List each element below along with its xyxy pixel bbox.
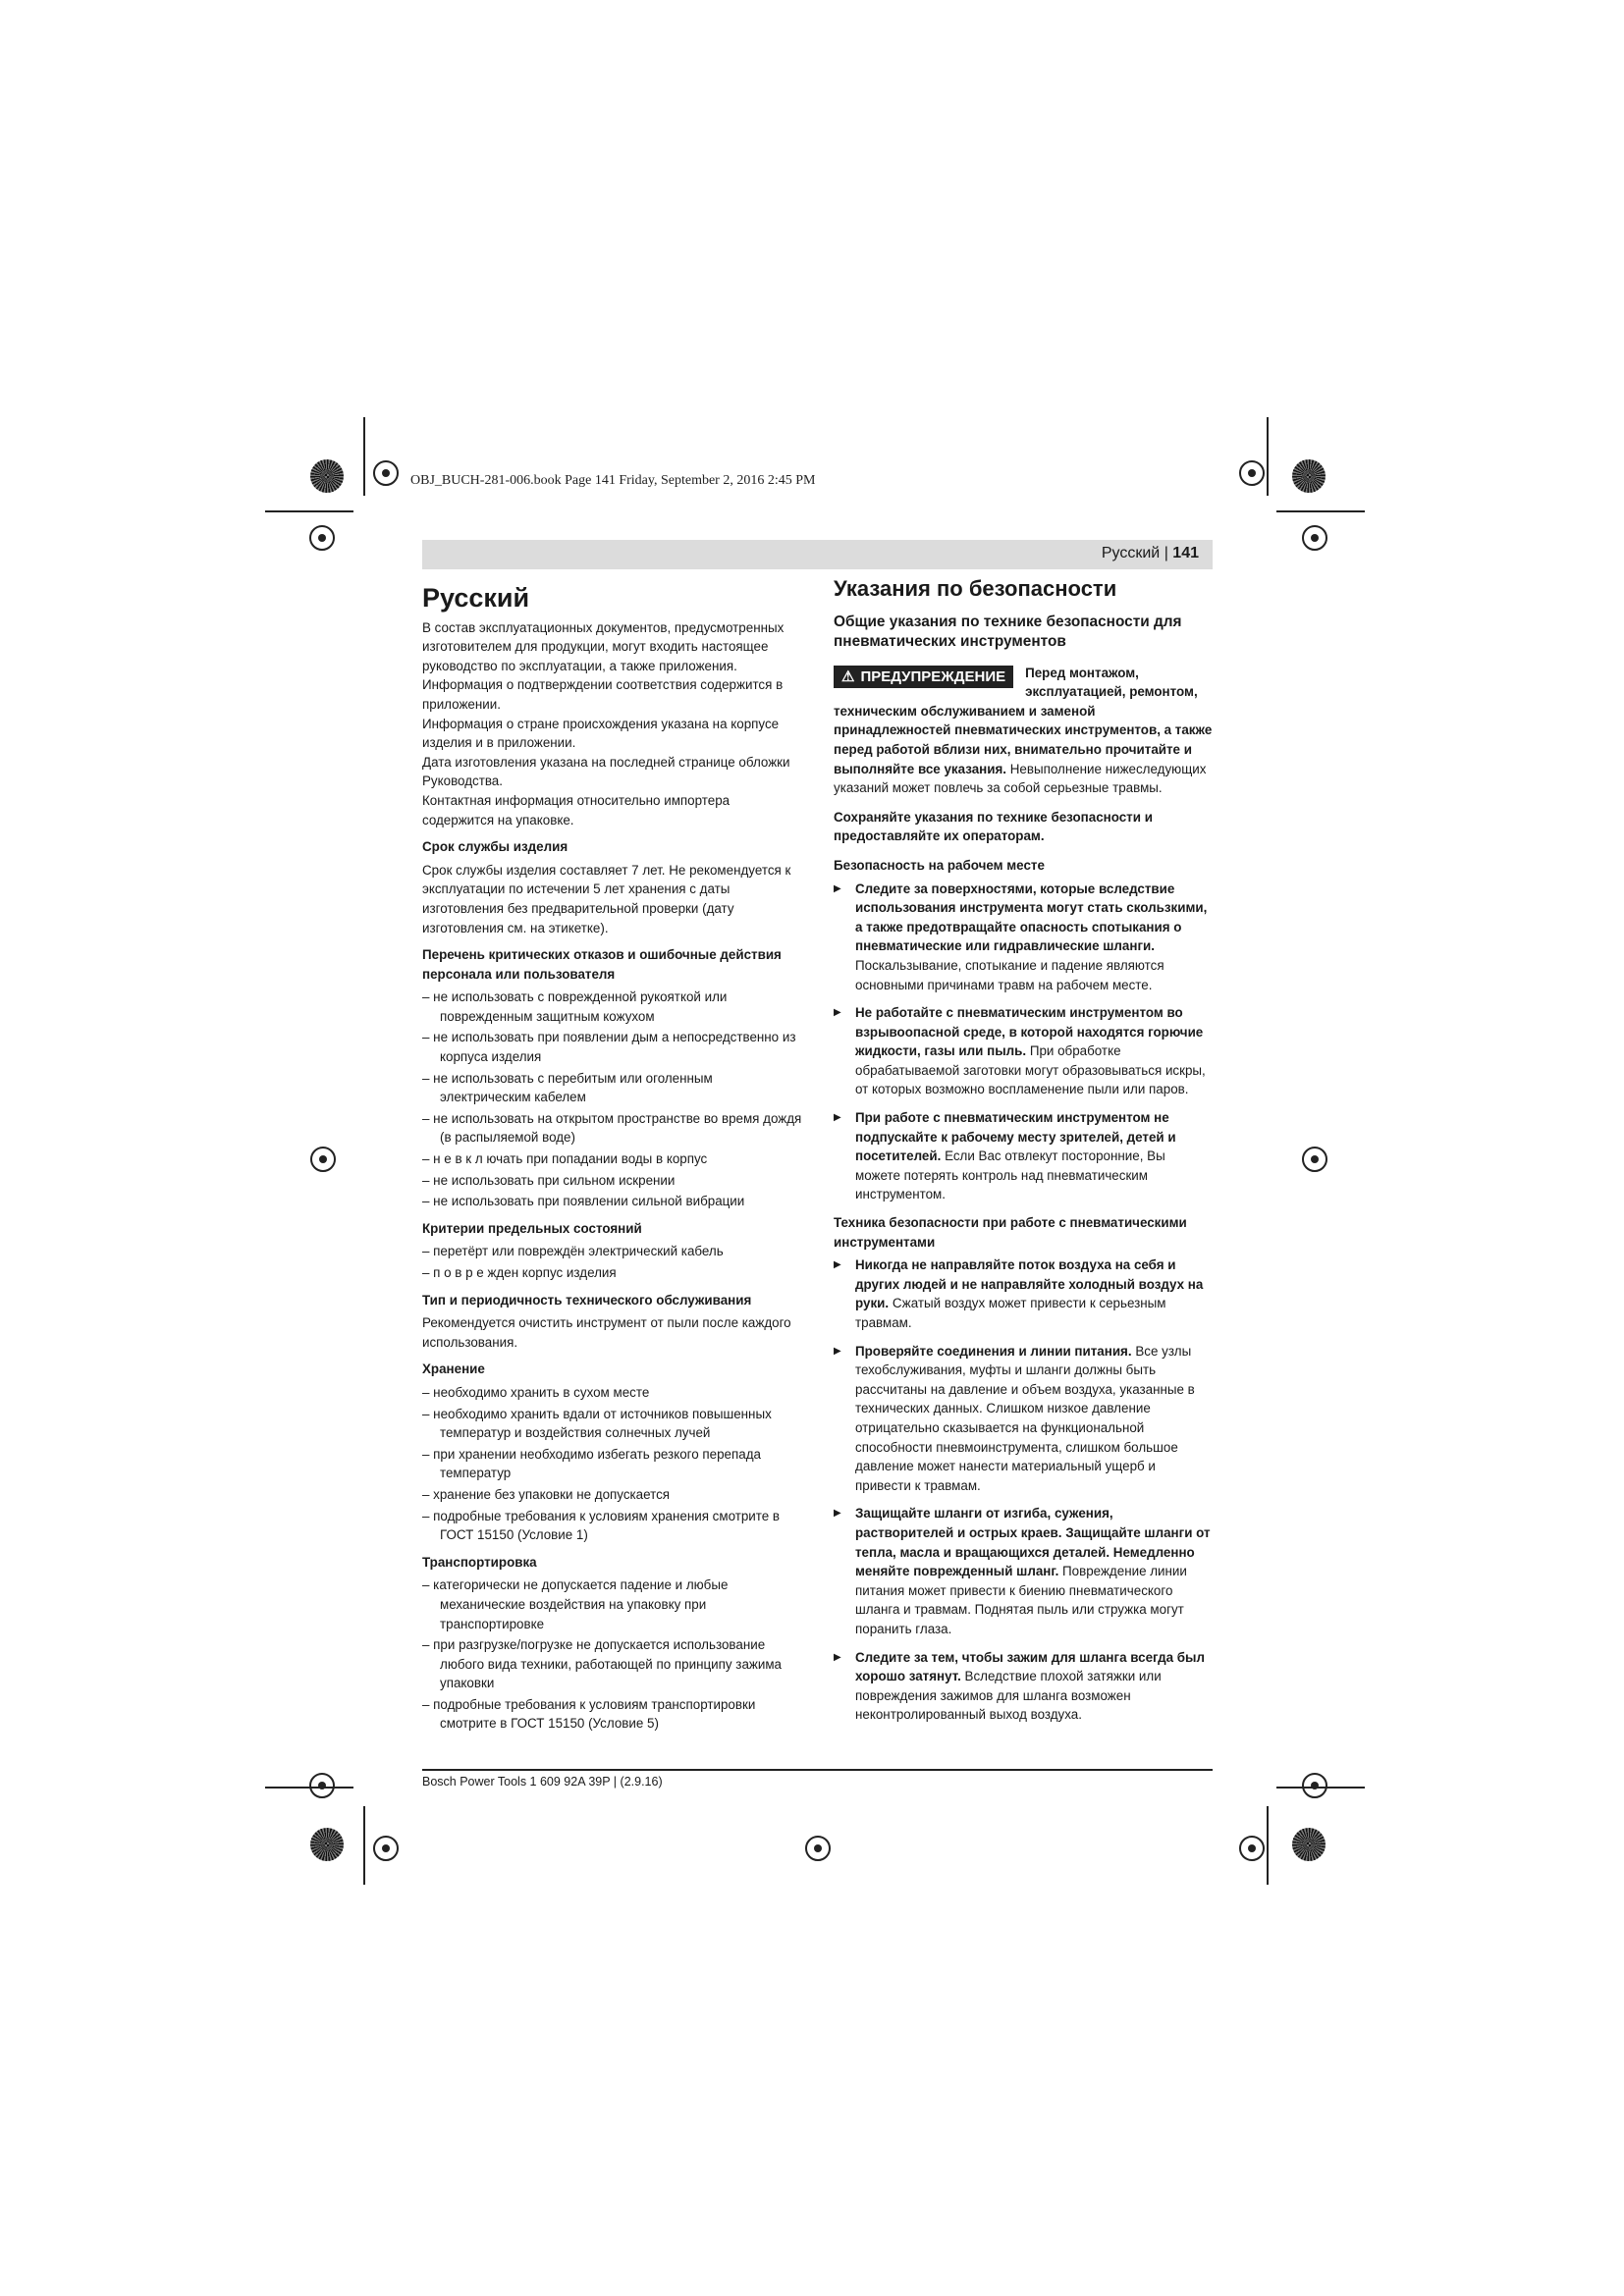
header-separator: | [1160,545,1173,561]
bullet-bold: Никогда не направляйте поток воздуха на себя и других людей и не направляйте холодный воздух на руки. [855,1257,1204,1311]
footer: Bosch Power Tools 1 609 92A 39P | (2.9.16) [422,1775,663,1789]
list-item: – перетёрт или повреждён электрический кабель [422,1244,724,1259]
bullet-text: Все узлы техобслуживания, муфты и шланги должны быть рассчитаны на давление и объем воздуха, указанные в технических данных. Слишком низкое давление отрицательно сказывается на функциональной способности пневмоинструмента, слишком большое давление может нанести материальный ущерб и привести к травмам. [855,1343,1195,1493]
bullet-item [834,1648,1213,1725]
bullet-text: Если Вас отвлекут посторонние, Вы можете потерять контроль над пневматическим инструментом. [855,1148,1165,1202]
list-item: – категорически не допускается падение и любые механические воздействия на упаковку при транспортировке [422,1577,729,1631]
bullet-text: При обработке обрабатываемой заготовки могут образовываться искры, от которых возможно воспламенение пыли или паров. [855,1043,1206,1097]
list-item: – подробные требования к условиям хранения смотрите в ГОСТ 15150 (Условие 1) [422,1508,781,1543]
crop-mark-top-right-v [1267,417,1269,496]
limit-states-heading: Критерии предельных состояний [422,1220,642,1236]
intro-paragraph: Информация о стране происхождения указана на корпусе изделия и в приложении. [422,716,780,751]
crop-mark-bottom-left-v [363,1806,365,1885]
list-item: – не использовать с поврежденной рукояткой или поврежденным защитным кожухом [422,989,728,1024]
safety-title: Указания по безопасности [834,576,1117,601]
bullet-text: Повреждение линии питания может привести к биению пневматического шланга и травмам. Поднятая пыль или стружка могут поранить глаза. [855,1564,1187,1636]
registration-mark [1302,525,1327,551]
warning-label-text: ПРЕДУПРЕЖДЕНИЕ [860,667,1006,685]
running-header [422,540,1213,569]
print-slug: OBJ_BUCH-281-006.book Page 141 Friday, September 2, 2016 2:45 PM [410,473,816,488]
registration-mark [805,1836,831,1861]
color-disc [1292,1828,1326,1861]
registration-mark [1302,1773,1327,1798]
warning-bold-text: Перед монтажом, эксплуатацией, ремонтом, техническим обслуживанием и заменой принадлежностей пневматических инструментов, а также перед работой вблизи них, внимательно прочитайте и выполняйте все указания. [834,665,1213,776]
crop-mark-top-left-h [265,510,353,512]
registration-mark [373,1836,399,1861]
transport-heading: Транспортировка [422,1554,537,1570]
color-disc [310,459,344,493]
warning-block [834,664,1213,798]
storage-heading: Хранение [422,1362,485,1377]
service-life-heading: Срок службы изделия [422,839,568,855]
crop-mark-top-left-v [363,417,365,496]
list-item: – необходимо хранить вдали от источников повышенных температур и воздействия солнечных лучей [422,1406,772,1441]
registration-mark [309,525,335,551]
bullet-item [834,1342,1213,1496]
bullet-bold: Проверяйте соединения и линии питания. [855,1343,1132,1359]
registration-mark [309,1773,335,1798]
list-item: – н е в к л ючать при попадании воды в корпус [422,1151,708,1167]
bullet-text: Вследствие плохой затяжки или повреждения зажимов для шланга возможен неконтролированный выход воздуха. [855,1669,1162,1723]
bullet-text: Поскальзывание, спотыкание и падение являются основными причинами травм на рабочем месте. [855,957,1164,992]
bullet-bold: Следите за поверхностями, которые вследствие использования инструмента могут стать скользкими, а также предотвращайте опасность спотыкания о пневматические или гидравлические шланги. [855,881,1208,954]
crop-mark-top-right-h [1276,510,1365,512]
right-column [834,576,1213,1734]
workplace-heading: Безопасность на рабочем месте [834,857,1045,873]
bullet-item [834,1255,1213,1332]
intro-paragraph: Информация о подтверждении соответствия содержится в приложении. [422,677,784,712]
bullet-text: Сжатый воздух может привести к серьезным травмам. [855,1296,1166,1330]
keep-instructions: Сохраняйте указания по технике безопасности и предоставляйте их операторам. [834,809,1153,844]
safety-subtitle: Общие указания по технике безопасности для пневматических инструментов [834,613,1182,650]
bullet-item [834,880,1213,995]
bullet-bold: Защищайте шланги от изгиба, сужения, растворителей и острых краев. Защищайте шланги от тепла, масла и вращающихся деталей. Немедленно меняйте поврежденный шланг. [855,1506,1211,1579]
left-column [422,583,803,1735]
registration-mark [1239,460,1265,486]
section-title: Русский [422,583,530,613]
warning-label [834,666,1013,689]
header-language: Русский [1101,545,1161,561]
page-number: 141 [1172,545,1199,561]
failures-heading: Перечень критических отказов и ошибочные действия персонала или пользователя [422,947,782,982]
list-item: – п о в р е жден корпус изделия [422,1265,617,1280]
list-item: – подробные требования к условиям транспортировки смотрите в ГОСТ 15150 (Условие 5) [422,1696,756,1732]
registration-mark [310,1147,336,1172]
running-header-text [1102,545,1199,562]
service-life-text: Срок службы изделия составляет 7 лет. Не рекомендуется к эксплуатации по истечении 5 лет хранения с даты изготовления без предварительной проверки (дату изготовления см. на этикетке). [422,862,791,935]
list-item: – хранение без упаковки не допускается [422,1486,671,1502]
list-item: – не использовать при появлении дым а непосредственно из корпуса изделия [422,1030,796,1065]
bullet-item [834,1003,1213,1099]
registration-mark [1239,1836,1265,1861]
registration-mark [1302,1147,1327,1172]
list-item: – не использовать при сильном искрении [422,1172,676,1188]
registration-mark [373,460,399,486]
warning-triangle-icon: ⚠ [841,667,855,685]
bullet-bold: При работе с пневматическим инструментом не подпускайте к рабочему месту зрителей, детей и посетителей. [855,1110,1176,1164]
list-item: – не использовать с перебитым или оголенным электрическим кабелем [422,1070,713,1105]
maintenance-text: Рекомендуется очистить инструмент от пыли после каждого использования. [422,1315,791,1350]
color-disc [310,1828,344,1861]
list-item: – не использовать на открытом пространстве во время дождя (в распыляемой воде) [422,1110,802,1146]
intro-paragraph: Дата изготовления указана на последней странице обложки Руководства. [422,754,790,789]
list-item: – при хранении необходимо избегать резкого перепада температур [422,1446,761,1481]
color-disc [1292,459,1326,493]
bullet-item [834,1504,1213,1638]
warning-text: Невыполнение нижеследующих указаний может повлечь за собой серьезные травмы. [834,761,1207,796]
list-item: – не использовать при появлении сильной вибрации [422,1194,745,1209]
bullet-bold: Не работайте с пневматическим инструментом во взрывоопасной среде, в которой находятся горючие жидкости, газы или пыль. [855,1005,1204,1059]
bullet-item [834,1108,1213,1204]
intro-paragraph: В состав эксплуатационных документов, предусмотренных изготовителем для продукции, могут входить настоящее руководство по эксплуатации, а также приложения. [422,619,785,673]
footer-rule [422,1769,1213,1771]
pneumatic-heading: Техника безопасности при работе с пневматическими инструментами [834,1215,1187,1250]
intro-paragraph: Контактная информация относительно импортера содержится на упаковке. [422,792,731,828]
crop-mark-bottom-right-v [1267,1806,1269,1885]
list-item: – при разгрузке/погрузке не допускается использование любого вида техники, работающей по принципу зажима упаковки [422,1637,782,1691]
maintenance-heading: Тип и периодичность технического обслуживания [422,1292,752,1308]
list-item: – необходимо хранить в сухом месте [422,1384,650,1400]
bullet-bold: Следите за тем, чтобы зажим для шланга всегда был хорошо затянут. [855,1649,1205,1684]
